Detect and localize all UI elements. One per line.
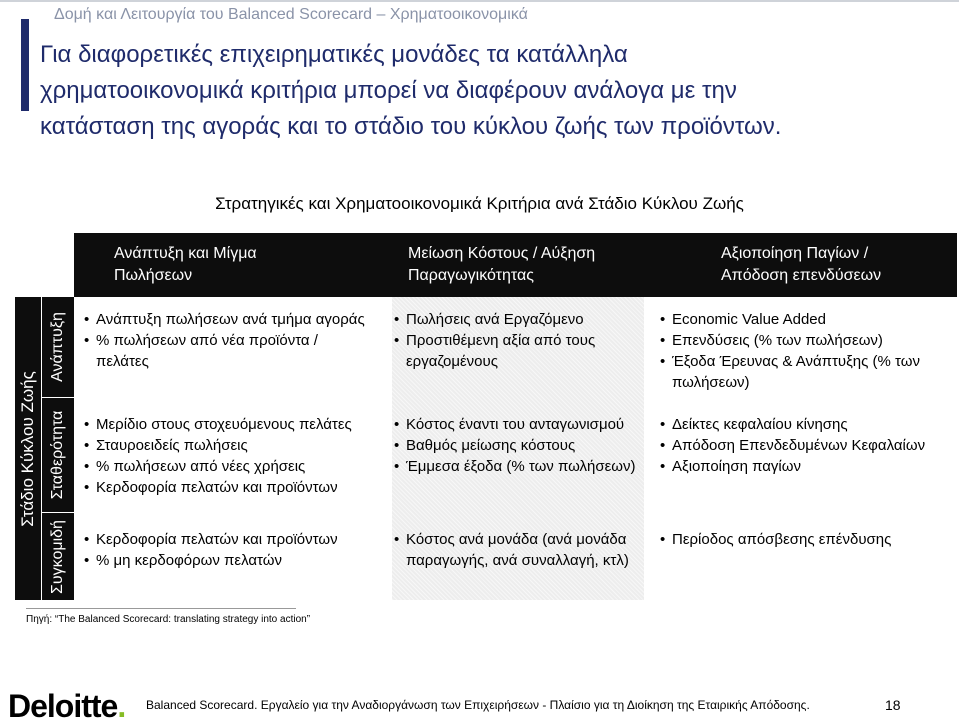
slide-headline — [40, 37, 920, 145]
list-item: • Έξοδα Έρευνας & Ανάπτυξης (% των — [660, 351, 920, 372]
cell-sustain-growth — [84, 414, 352, 498]
table-title: Στρατηγικές και Χρηματοοικονομικά Κριτήρια ανά Στάδιο Κύκλου Ζωής — [215, 194, 744, 213]
list-item: • % πωλήσεων από νέα προϊόντα / — [84, 330, 365, 351]
slide-section-title: Δομή και Λειτουργία του Balanced Scorecard – Χρηματοοικονομικά — [54, 6, 528, 23]
list-item: • Αξιοποίηση παγίων — [660, 456, 925, 477]
cell-growth-growth — [84, 309, 365, 372]
cell-growth-assets — [660, 309, 920, 393]
headline-line-3: κατάσταση της αγοράς και το στάδιο του κύκλου ζωής των προϊόντων. — [40, 113, 782, 140]
list-item: • % πωλήσεων από νέες χρήσεις — [84, 456, 352, 477]
cell-harvest-cost — [394, 529, 629, 571]
headline-line-1: Για διαφορετικές επιχειρηματικές μονάδες τα κατάλληλα — [40, 41, 628, 68]
footer-text: Balanced Scorecard. Εργαλείο για την Αναδιοργάνωση των Επιχειρήσεων - Πλαίσιο για τη Διοίκηση της Εταιρικής Απόδοσης. — [146, 698, 810, 712]
stage-label-harvest: Συγκομιδή — [42, 513, 74, 600]
list-item: • Προστιθέμενη αξία από τους — [394, 330, 595, 351]
row-axis-label: Στάδιο Κύκλου Ζωής — [18, 370, 37, 527]
list-item: • Ανάπτυξη πωλήσεων ανά τμήμα αγοράς — [84, 309, 365, 330]
source-separator — [26, 608, 296, 609]
source-note: Πηγή: “The Balanced Scorecard: translating strategy into action” — [26, 614, 311, 625]
title-accent-bar — [21, 19, 29, 111]
list-item: • Πωλήσεις ανά Εργαζόμενο — [394, 309, 595, 330]
deloitte-logo: Deloitte. — [8, 688, 126, 724]
list-item: • Σταυροειδείς πωλήσεις — [84, 435, 352, 456]
column-header-growth: Ανάπτυξη και Μίγμα Πωλήσεων — [114, 245, 257, 284]
list-item: • Κόστος ανά μονάδα (ανά μονάδα — [394, 529, 629, 550]
list-item: • Κερδοφορία πελατών και προϊόντων — [84, 529, 338, 550]
cell-harvest-assets — [660, 529, 891, 550]
list-item: • Κερδοφορία πελατών και προϊόντων — [84, 477, 352, 498]
list-item-continuation: εργαζομένους — [406, 353, 498, 370]
logo-dot: . — [117, 688, 126, 724]
column-header-band — [74, 233, 957, 297]
list-item: • Περίοδος απόσβεσης επένδυσης — [660, 529, 891, 550]
stage-label-growth: Ανάπτυξη — [42, 297, 74, 397]
list-item-continuation: πωλήσεων) — [672, 374, 750, 391]
column-header-assets: Αξιοποίηση Παγίων / Απόδοση επενδύσεων — [721, 245, 882, 284]
list-item: • Κόστος έναντι του ανταγωνισμού — [394, 414, 636, 435]
column-header-cost: Μείωση Κόστους / Αύξηση Παραγωγικότητας — [408, 245, 596, 284]
cell-growth-cost — [394, 309, 595, 372]
list-item: • Economic Value Added — [660, 309, 920, 330]
stage-label-sustain: Σταθερότητα — [42, 398, 74, 512]
list-item: • % μη κερδοφόρων πελατών — [84, 550, 338, 571]
cell-sustain-assets — [660, 414, 925, 477]
list-item: • Έμμεσα έξοδα (% των πωλήσεων) — [394, 456, 636, 477]
headline-line-2: χρηματοοικονομικά κριτήρια μπορεί να διαφέρουν ανάλογα με την — [40, 77, 737, 104]
page-number: 18 — [885, 697, 901, 713]
list-item: • Βαθμός μείωσης κόστους — [394, 435, 636, 456]
list-item: • Μερίδιο στους στοχευόμενους πελάτες — [84, 414, 352, 435]
row-axis-label-strip — [15, 297, 41, 600]
cell-sustain-cost — [394, 414, 636, 477]
list-item-continuation: πελάτες — [96, 353, 149, 370]
top-rule — [0, 0, 959, 2]
list-item: • Απόδοση Επενδεδυμένων Κεφαλαίων — [660, 435, 925, 456]
list-item: • Δείκτες κεφαλαίου κίνησης — [660, 414, 925, 435]
list-item: • Επενδύσεις (% των πωλήσεων) — [660, 330, 920, 351]
list-item-continuation: παραγωγής, ανά συναλλαγή, κτλ) — [406, 552, 629, 569]
cell-harvest-growth — [84, 529, 338, 571]
